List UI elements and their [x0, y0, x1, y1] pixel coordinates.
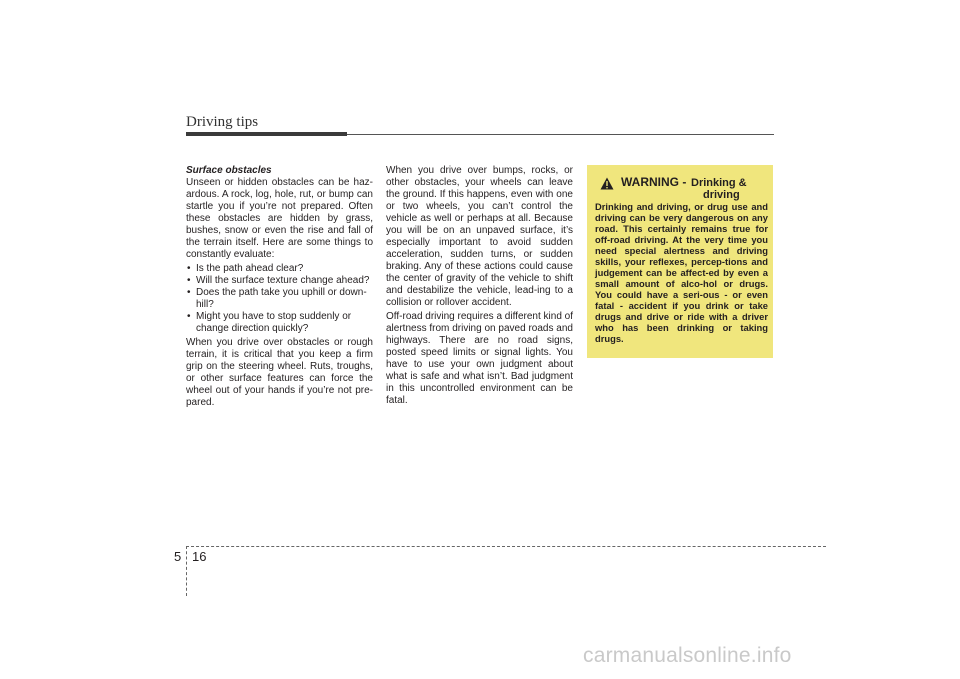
- page-number: 16: [192, 549, 207, 564]
- header-rule-accent: [186, 132, 347, 136]
- bumps-paragraph: When you drive over bumps, rocks, or other obstacles, your wheels can leave the ground. If this happens, even with one or two wheels, you can’t control the vehicle as well or perhaps at all. Because you will be on an unpaved surface, it’s especially important to avoid sudden acceleration, sudden turns, or sudden braking. Any of these actions could cause the center of gravity of the vehicle to shift and destabilize the vehicle, lead-ing to a collision or rollover accident.: [386, 165, 573, 308]
- footer-divider: [186, 546, 187, 596]
- warning-title: WARNING -: [621, 175, 687, 189]
- warning-header: [595, 173, 768, 201]
- list-item: • Will the surface texture change ahead?: [186, 275, 373, 287]
- page-header-title: Driving tips: [186, 114, 259, 130]
- footer-rule: [186, 546, 826, 547]
- rough-terrain-paragraph: When you drive over obstacles or rough terrain, it is critical that you keep a firm grip on the steering wheel. Ruts, troughs, or other surface features can force the wheel out of your hands if you’re not pre-pared.: [186, 337, 373, 408]
- chapter-number: 5: [174, 549, 182, 564]
- intro-paragraph: Unseen or hidden obstacles can be haz-ardous. A rock, log, hole, rut, or bump can startle you if you’re not prepared. Often these obstacles are hidden by grass, bushes, snow or even the rise and fall of the terrain itself. Here are some things to constantly evaluate:: [186, 177, 373, 260]
- list-item: • Might you have to stop suddenly or change direction quickly?: [186, 311, 373, 335]
- list-item: • Is the path ahead clear?: [186, 263, 373, 275]
- warning-box: [587, 165, 773, 358]
- evaluation-list: [186, 263, 373, 335]
- alertness-paragraph: Off-road driving requires a different kind of alertness from driving on paved roads and highways. There are no road signs, posted speed limits or signal lights. You have to use your own judgment about what is safe and what isn’t. Bad judgment in this uncontrolled environment can be fatal.: [386, 311, 573, 406]
- watermark: carmanualsonline.info: [583, 644, 792, 667]
- section-subheading: Surface obstacles: [186, 165, 272, 176]
- warning-triangle-icon: [600, 177, 614, 190]
- warning-body: Drinking and driving, or drug use and driving can be very dangerous on any road. This certainly remains true for off-road driving. At the very time you need special alertness and driving skills, your reflexes, percep-tions and judgement can be affect-ed by even a small amount of alco-hol or drugs. You could have a seri-ous - or even fatal - accident if you drink or take drugs and drive or ride with a driver who has been drinking or taking drugs.: [595, 201, 768, 344]
- list-item: • Does the path take you uphill or down-hill?: [186, 287, 373, 311]
- warning-subtitle: Drinking &: [691, 177, 747, 189]
- column-left: [186, 165, 373, 411]
- warning-subtitle-continued: driving: [703, 189, 740, 201]
- column-middle: [386, 165, 573, 409]
